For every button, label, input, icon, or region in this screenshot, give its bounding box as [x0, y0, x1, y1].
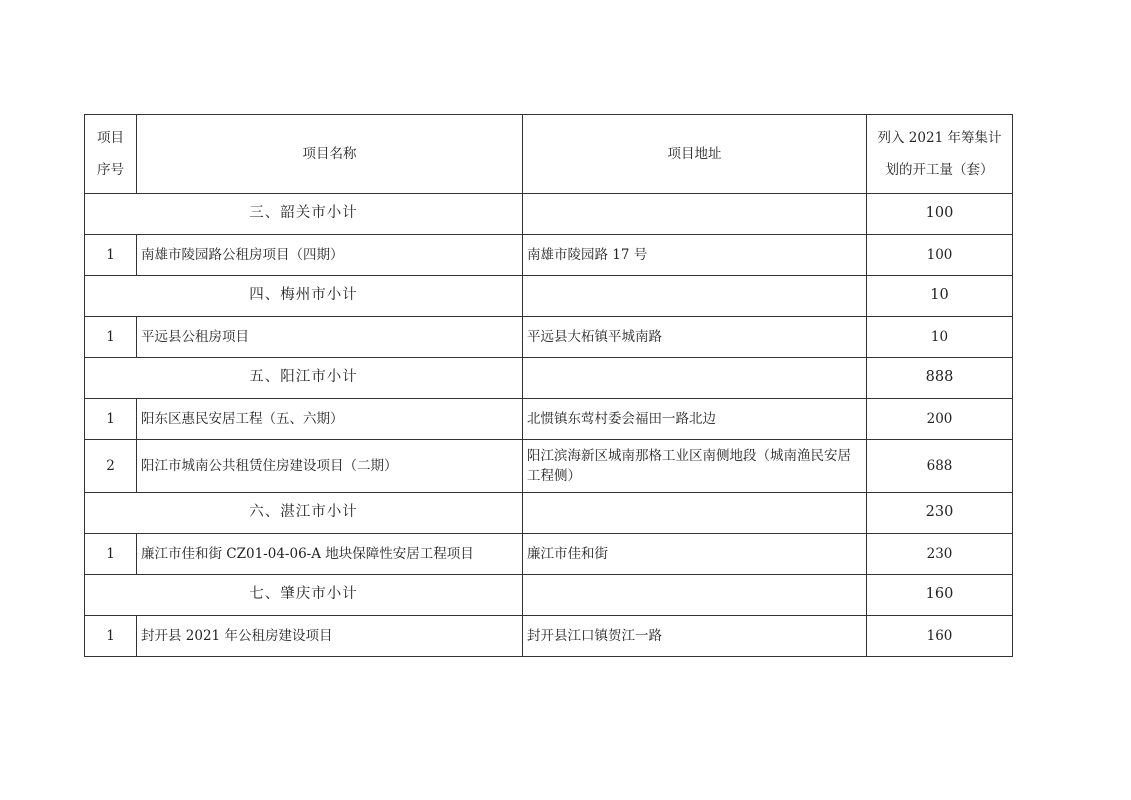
- subtotal-row: [85, 358, 1013, 399]
- table-row: [85, 317, 1013, 358]
- item-quantity: 100: [867, 235, 1013, 276]
- table-row: [85, 399, 1013, 440]
- header-address: 项目地址: [523, 115, 867, 194]
- header-name: 项目名称: [137, 115, 523, 194]
- header-seq: 项目 序号: [85, 115, 137, 194]
- item-address: 南雄市陵园路 17 号: [523, 235, 867, 276]
- subtotal-address: [523, 493, 867, 534]
- table-row: [85, 440, 1013, 493]
- item-name: 平远县公租房项目: [137, 317, 523, 358]
- item-seq: 2: [85, 440, 137, 493]
- header-quantity: 列入 2021 年筹集计 划的开工量（套）: [867, 115, 1013, 194]
- subtotal-label: 七、肇庆市小计: [85, 575, 523, 616]
- item-seq: 1: [85, 616, 137, 657]
- table-body: [85, 194, 1013, 657]
- table-row: [85, 235, 1013, 276]
- subtotal-label: 三、韶关市小计: [85, 194, 523, 235]
- item-name: 阳东区惠民安居工程（五、六期）: [137, 399, 523, 440]
- subtotal-row: [85, 493, 1013, 534]
- table-header-row: [85, 115, 1013, 194]
- item-address: 阳江滨海新区城南那格工业区南侧地段（城南渔民安居工程侧）: [523, 440, 867, 493]
- item-seq: 1: [85, 235, 137, 276]
- subtotal-address: [523, 276, 867, 317]
- subtotal-address: [523, 575, 867, 616]
- subtotal-quantity: 100: [867, 194, 1013, 235]
- subtotal-label: 五、阳江市小计: [85, 358, 523, 399]
- subtotal-label: 六、湛江市小计: [85, 493, 523, 534]
- subtotal-row: [85, 194, 1013, 235]
- housing-plan-table: [84, 114, 1013, 657]
- subtotal-row: [85, 276, 1013, 317]
- item-address: 廉江市佳和街: [523, 534, 867, 575]
- item-name: 南雄市陵园路公租房项目（四期）: [137, 235, 523, 276]
- item-seq: 1: [85, 534, 137, 575]
- subtotal-address: [523, 194, 867, 235]
- table-row: [85, 616, 1013, 657]
- item-quantity: 230: [867, 534, 1013, 575]
- item-name: 阳江市城南公共租赁住房建设项目（二期）: [137, 440, 523, 493]
- item-name: 廉江市佳和街 CZ01-04-06-A 地块保障性安居工程项目: [137, 534, 523, 575]
- item-quantity: 10: [867, 317, 1013, 358]
- item-quantity: 688: [867, 440, 1013, 493]
- subtotal-address: [523, 358, 867, 399]
- item-seq: 1: [85, 399, 137, 440]
- item-address: 封开县江口镇贺江一路: [523, 616, 867, 657]
- item-quantity: 200: [867, 399, 1013, 440]
- item-seq: 1: [85, 317, 137, 358]
- subtotal-row: [85, 575, 1013, 616]
- subtotal-label: 四、梅州市小计: [85, 276, 523, 317]
- table-row: [85, 534, 1013, 575]
- subtotal-quantity: 10: [867, 276, 1013, 317]
- item-address: 平远县大柘镇平城南路: [523, 317, 867, 358]
- item-address: 北惯镇东莺村委会福田一路北边: [523, 399, 867, 440]
- subtotal-quantity: 888: [867, 358, 1013, 399]
- subtotal-quantity: 230: [867, 493, 1013, 534]
- item-quantity: 160: [867, 616, 1013, 657]
- item-name: 封开县 2021 年公租房建设项目: [137, 616, 523, 657]
- subtotal-quantity: 160: [867, 575, 1013, 616]
